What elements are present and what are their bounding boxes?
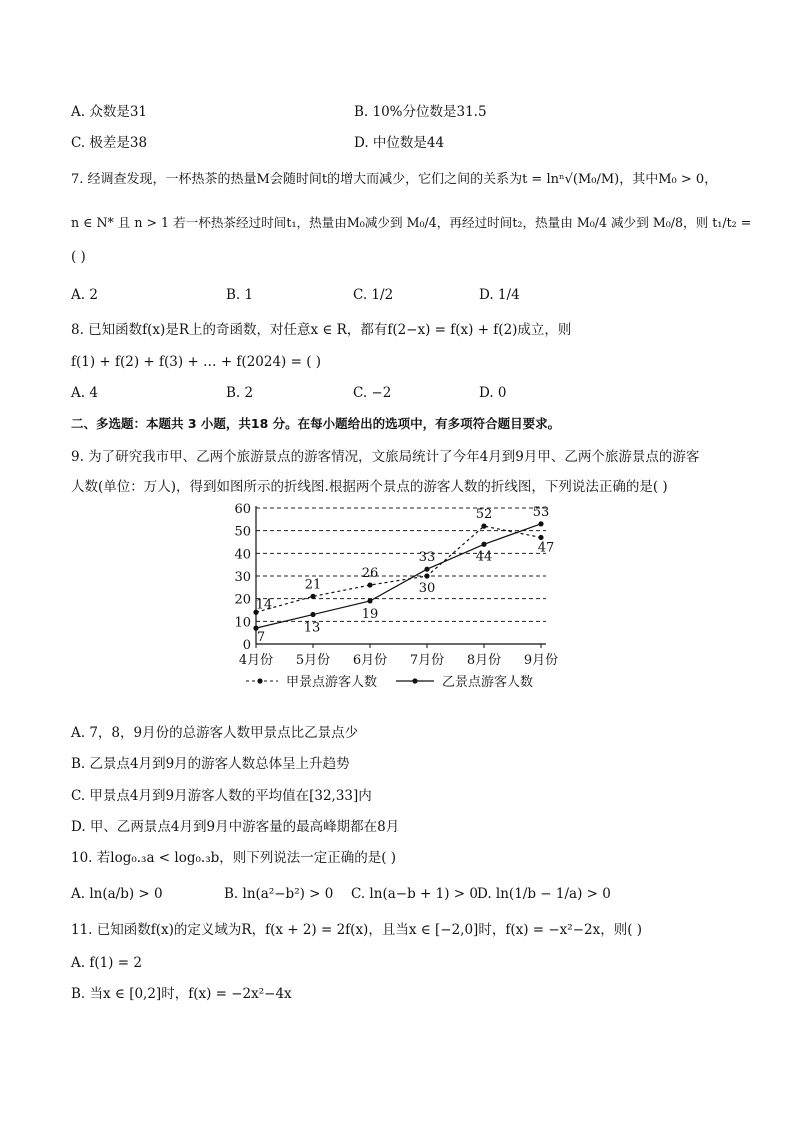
q8-option-a: A. 4 xyxy=(71,385,98,401)
q8-option-b: B. 2 xyxy=(226,385,254,401)
y-tick-label: 60 xyxy=(234,502,251,517)
chart-axes xyxy=(256,506,546,644)
data-point xyxy=(367,598,372,603)
visitor-line-chart xyxy=(226,498,566,698)
q7-option-c: C. 1/2 xyxy=(353,287,394,303)
x-tick-label: 7月份 xyxy=(409,653,445,668)
data-point xyxy=(424,573,429,578)
data-label: 19 xyxy=(361,606,379,622)
q11-stem: 11. 已知函数f(x)的定义域为R，f(x + 2) = 2f(x)，且当x ∈ [−2,0]时，f(x) = −x²−2x，则( ) xyxy=(71,922,643,938)
q10-option-d: D. ln(1/b − 1/a) > 0 xyxy=(477,886,611,902)
legend-label-yi: 乙景点游客人数 xyxy=(442,675,534,690)
q9-option-b: B. 乙景点4月到9月的游客人数总体呈上升趋势 xyxy=(71,756,350,772)
q8-option-c: C. −2 xyxy=(353,385,392,401)
section-2-heading: 二、多选题：本题共 3 小题，共18 分。在每小题给出的选项中，有多项符合题目要求。 xyxy=(71,416,561,431)
chart-legend xyxy=(246,674,533,690)
y-tick-label: 20 xyxy=(234,592,251,608)
data-label: 21 xyxy=(304,577,322,593)
data-label: 13 xyxy=(303,620,321,636)
data-point xyxy=(310,594,315,599)
x-tick-label: 9月份 xyxy=(523,653,559,668)
data-label: 44 xyxy=(475,549,493,565)
q7-option-b: B. 1 xyxy=(226,287,254,303)
data-label: 7 xyxy=(256,630,266,646)
y-tick-label: 0 xyxy=(242,638,251,653)
data-point xyxy=(538,521,543,526)
q7-option-a: A. 2 xyxy=(71,287,98,303)
q9-stem-line-1: 9. 为了研究我市甲、乙两个旅游景点的游客情况，文旅局统计了今年4月到9月甲、乙两个旅游景点的游客 xyxy=(71,449,700,465)
data-label: 52 xyxy=(475,507,493,523)
q6-option-a: A. 众数是31 xyxy=(71,104,148,120)
data-point xyxy=(310,612,315,617)
data-point xyxy=(538,535,543,540)
q9-option-c: C. 甲景点4月到9月游客人数的平均值在[32,33]内 xyxy=(71,788,372,804)
data-label: 33 xyxy=(418,550,436,566)
q9-stem-line-2: 人数(单位：万人)，得到如图所示的折线图.根据两个景点的游客人数的折线图，下列说法正确的是( ) xyxy=(71,479,668,495)
q6-option-d: D. 中位数是44 xyxy=(354,135,445,151)
chart-y-ticks xyxy=(234,502,251,653)
q6-option-b: B. 10%分位数是31.5 xyxy=(354,104,487,120)
q7-option-d: D. 1/4 xyxy=(479,287,520,303)
data-point xyxy=(367,582,372,587)
chart-x-ticks xyxy=(239,644,558,668)
q10-option-c: C. ln(a−b + 1) > 0 xyxy=(351,886,478,902)
q10-stem: 10. 若log₀.₃a < log₀.₃b，则下列说法一定正确的是( ) xyxy=(71,850,397,866)
y-tick-label: 30 xyxy=(234,570,251,585)
q10-option-b: B. ln(a²−b²) > 0 xyxy=(224,886,334,902)
q9-option-a: A. 7，8，9月份的总游客人数甲景点比乙景点少 xyxy=(71,725,359,741)
x-tick-label: 5月份 xyxy=(295,653,331,668)
data-label: 47 xyxy=(537,540,555,556)
chart-data-labels xyxy=(256,505,555,645)
q7-stem-line-1: 7. 经调查发现，一杯热茶的热量M会随时间t的增大而减少，它们之间的关系为t = lnⁿ√(M₀/M)，其中M₀ > 0， xyxy=(71,172,718,187)
data-label: 14 xyxy=(255,597,273,613)
y-tick-label: 50 xyxy=(234,524,251,540)
q11-option-b: B. 当x ∈ [0,2]时，f(x) = −2x²−4x xyxy=(71,986,292,1002)
chart-grid xyxy=(256,508,546,621)
q11-option-a: A. f(1) = 2 xyxy=(71,955,142,971)
q9-option-d: D. 甲、乙两景点4月到9月中游客量的最高峰期都在8月 xyxy=(71,819,400,835)
q8-stem-line-1: 8. 已知函数f(x)是R上的奇函数，对任意x ∈ R，都有f(2−x) = f(x) + f(2)成立，则 xyxy=(71,322,572,338)
q7-stem-line-2: n ∈ N* 且 n > 1 若一杯热茶经过时间t₁，热量由M₀减少到 M₀/4，再经过时间t₂，热量由 M₀/4 减少到 M₀/8，则 t₁/t₂ = xyxy=(71,215,752,230)
x-tick-label: 6月份 xyxy=(352,653,388,668)
data-label: 30 xyxy=(418,581,436,596)
q7-stem-line-3: ( ) xyxy=(71,249,86,265)
data-point xyxy=(481,542,486,547)
data-label: 26 xyxy=(361,566,379,582)
q10-option-a: A. ln(a/b) > 0 xyxy=(71,886,163,902)
data-point xyxy=(481,524,486,529)
q8-stem-line-2: f(1) + f(2) + f(3) + … + f(2024) = ( ) xyxy=(71,354,322,370)
q8-option-d: D. 0 xyxy=(479,385,507,401)
legend-label-jia: 甲景点游客人数 xyxy=(286,675,378,690)
legend-marker-jia xyxy=(257,678,262,683)
y-tick-label: 40 xyxy=(234,547,251,563)
x-tick-label: 4月份 xyxy=(238,653,274,668)
y-tick-label: 10 xyxy=(234,615,251,631)
data-point xyxy=(424,567,429,572)
q6-option-c: C. 极差是38 xyxy=(71,135,148,151)
x-tick-label: 8月份 xyxy=(466,653,502,668)
legend-marker-yi xyxy=(412,678,417,683)
data-label: 53 xyxy=(532,504,550,520)
